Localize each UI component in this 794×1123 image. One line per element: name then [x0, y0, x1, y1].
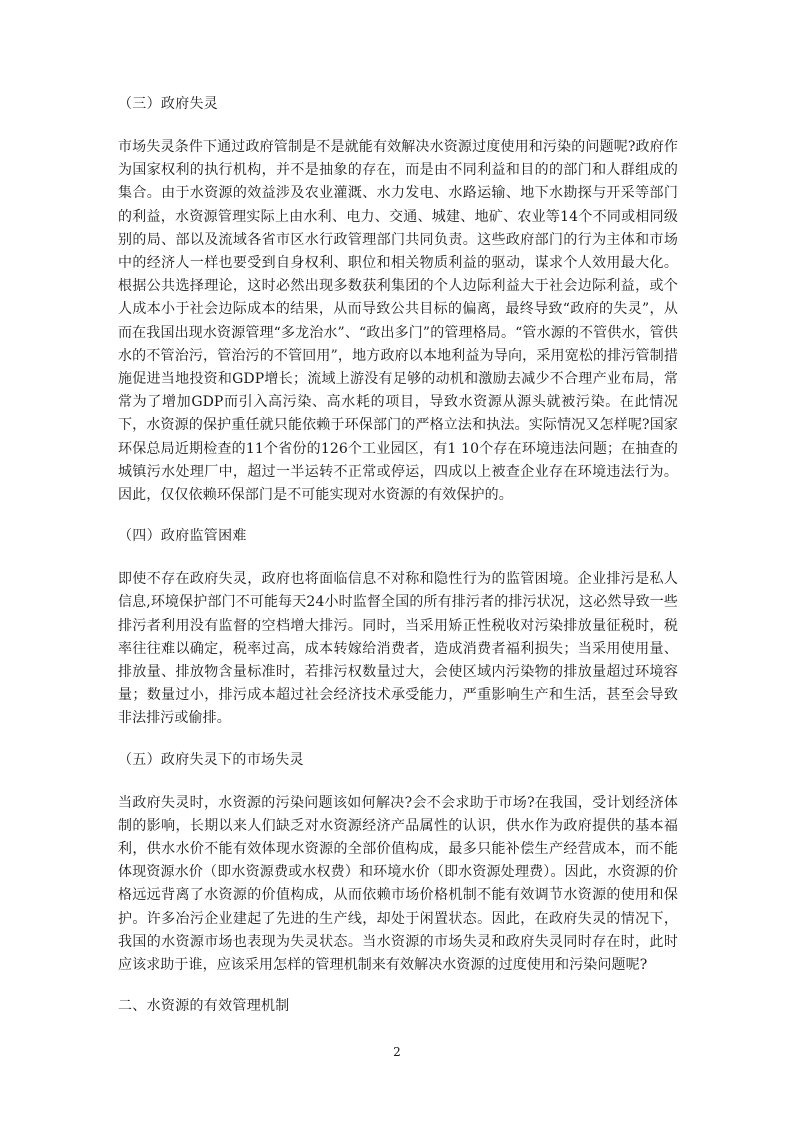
section-heading-regulation-difficulty: （四）政府监管困难 — [118, 528, 247, 545]
section-heading-government-failure: （三）政府失灵 — [118, 96, 219, 112]
page-number: 2 — [393, 1045, 401, 1059]
section-heading-effective-management: 二、水资源的有效管理机制 — [118, 998, 290, 1015]
section-heading-market-failure-under-government-failure: （五）政府失灵下的市场失灵 — [118, 751, 304, 768]
section-paragraph-government-failure: 市场失灵条件下通过政府管制是不是就能有效解决水资源过度使用和污染的问题呢?政府作为国家权利的执行机构，并不是抽象的存在，而是由不同利益和目的的部门和人群组成的集合。由于水资源的效益涉及农业灌溉、水力发电、水路运输、地下水勘探与开采等部门的利益，水资源管理实际上由水利、电力、交通、城建、地矿、农业等14个不同或相同级别的局、部以及流域各省市区水行政管理部门共同负责。这些政府部门的行为主体和市场中的经济人一样也要受到自身权利、职位和相关物质利益的驱动，谋求个人效用最大化。根据公共选择理论，这时必然出现多数获利集团的个人边际利益大于社会边际利益，或个人成本小于社会边际成本的结果，从而导致公共目标的偏离，最终导致“政府的失灵”，从而在我国出现水资源管理“多龙治水”、“政出多门”的管理格局。“管水源的不管供水，管供水的不管治污，管治污的不管回用”，地方政府以本地利益为导向，采用宽松的排污管制措施促进当地投资和GDP增长；流域上游没有足够的动机和激励去减少不合理产业布局，常常为了增加GDP而引入高污染、高水耗的项目，导致水资源从源头就被污染。在此情况下，水资源的保护重任就只能依赖于环保部门的严格立法和执法。实际情况又怎样呢?国家环保总局近期检查的11个省份的126个工业园区，有1 10个存在环境违法问题；在抽查的城镇污水处理厂中，超过一半运转不正常或停运，四成以上被查企业存在环境违法行为。因此，仅仅依赖环保部门是不可能实现对水资源的有效保护的。 — [118, 139, 678, 504]
page-content — [118, 92, 678, 1038]
section-paragraph-market-failure-under-government-failure: 当政府失灵时，水资源的污染问题该如何解决?会不会求助于市场?在我国，受计划经济体制的影响，长期以来人们缺乏对水资源经济产品属性的认识，供水作为政府提供的基本福利，供水水价不能有效体现水资源的全部价值构成，最多只能补偿生产经营成本，而不能体现资源水价（即水资源费或水权费）和环境水价（即水资源处理费）。因此，水资源的价格远远背离了水资源的价值构成，从而依赖市场价格机制不能有效调节水资源的使用和保护。许多冶污企业建起了先进的生产线，却处于闲置状态。因此，在政府失灵的情况下，我国的水资源市场也表现为失灵状态。当水资源的市场失灵和政府失灵同时存在时，此时应该求助于谁，应该采用怎样的管理机制来有效解决水资源的过度使用和污染问题呢? — [118, 794, 678, 974]
section-paragraph-regulation-difficulty: 即使不存在政府失灵，政府也将面临信息不对称和隐性行为的监管困境。企业排污是私人信息,环境保护部门不可能每天24小时监督全国的所有排污者的排污状况，这必然导致一些排污者利用没有监督的空档增大排污。同时，当采用矫正性税收对污染排放量征税时，税率往往难以确定，税率过高，成本转嫁给消费者，造成消费者福利损失；当采用使用量、排放量、排放物含量标准时，若排污权数量过大，会使区域内污染物的排放量超过环境容量；数量过小，排污成本超过社会经济技术承受能力，严重影响生产和生活，甚至会导致非法排污或偷排。 — [118, 571, 678, 727]
